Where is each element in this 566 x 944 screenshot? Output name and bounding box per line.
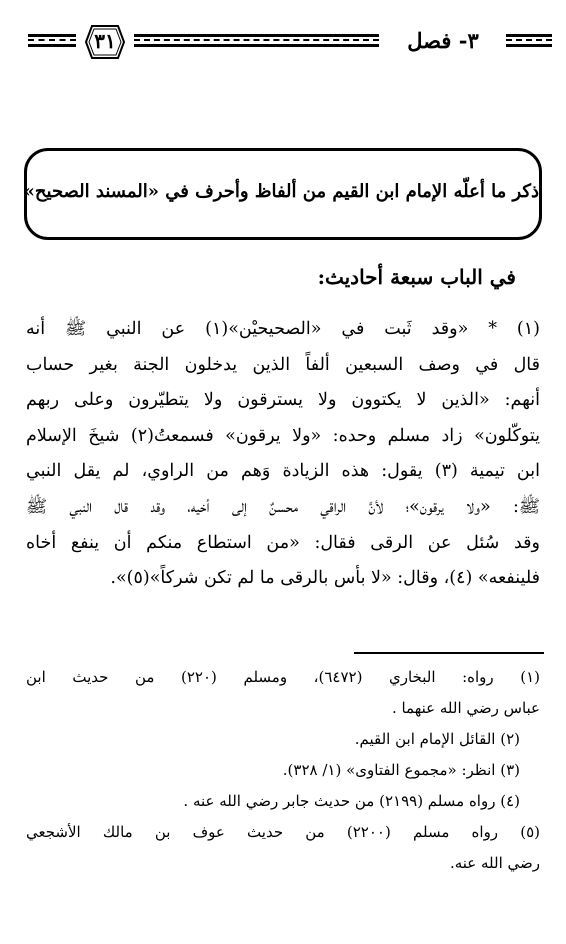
- footnote-line: (٣) انظر: «مجموع الفتاوى» (١/ ٣٢٨).: [282, 761, 520, 779]
- text-line: وقد سُئل عن الرقى فقال: «من استطاع منكم أن ينفع أخاه: [26, 532, 540, 553]
- footnote-line: (٥) رواه مسلم (٢٢٠٠) من حديث عوف بن مالك الأشجعي: [26, 823, 540, 841]
- text-line: فلينفعه» (٤)، وقال: «لا بأس بالرقى ما لم تكن شركاً»(٥)».: [110, 568, 540, 589]
- section-title: ذكر ما أعلّه الإمام ابن القيم من ألفاظ وأحرف في «المسند الصحيح»: [23, 181, 539, 202]
- footnote-line: (٢) القائل الإمام ابن القيم.: [354, 730, 520, 748]
- text-line: ﷺ: «ولا يرقون»؛ لأنَّ الراقي محسنٌ إلى أخيه، وقد قال النبي ﷺ: [26, 496, 540, 517]
- text-line: قال في وصف السبعين ألفاً الذين يدخلون الجنة بغير حساب: [26, 354, 540, 375]
- text-line: (١) * «وقد ثَبت في «الصحيحيْن»(١) عن النبي ﷺ أنه: [26, 319, 540, 339]
- page-number-badge: [80, 22, 130, 62]
- text-line: ابن تيمية (٣) يقول: هذه الزيادة وَهم من الراوي، لم يقل النبي: [26, 461, 540, 482]
- page-header: [22, 22, 552, 62]
- footnote-line: عباس رضي الله عنهما .: [391, 699, 540, 717]
- chapter-title: ٣- فصل: [407, 28, 479, 53]
- subheading: في الباب سبعة أحاديث:: [317, 265, 516, 289]
- header-rule-left: [28, 34, 76, 48]
- footnote-separator: [354, 652, 544, 654]
- page-number: ٣١: [94, 29, 116, 53]
- footnote-line: (٤) رواه مسلم (٢١٩٩) من حديث جابر رضي الله عنه .: [183, 792, 520, 810]
- text-line: أنهم: «الذين لا يكتوون ولا يسترقون ولا يتطيّرون وعلى ربهم: [26, 390, 540, 411]
- footnote-line: (١) رواه: البخاري (٦٤٧٢)، ومسلم (٢٢٠) من حديث ابن: [26, 668, 541, 686]
- text-line: يتوكّلون» زاد مسلم وحده: «ولا يرقون» فسمعتُ(٢) شيخَ الإسلام: [26, 425, 540, 446]
- header-rule-middle: [134, 34, 379, 48]
- footnote-line: رضي الله عنه.: [449, 854, 540, 872]
- section-title-box: [24, 148, 542, 240]
- footnotes: [26, 662, 540, 879]
- header-rule-right: [506, 34, 552, 48]
- main-text: [26, 312, 540, 597]
